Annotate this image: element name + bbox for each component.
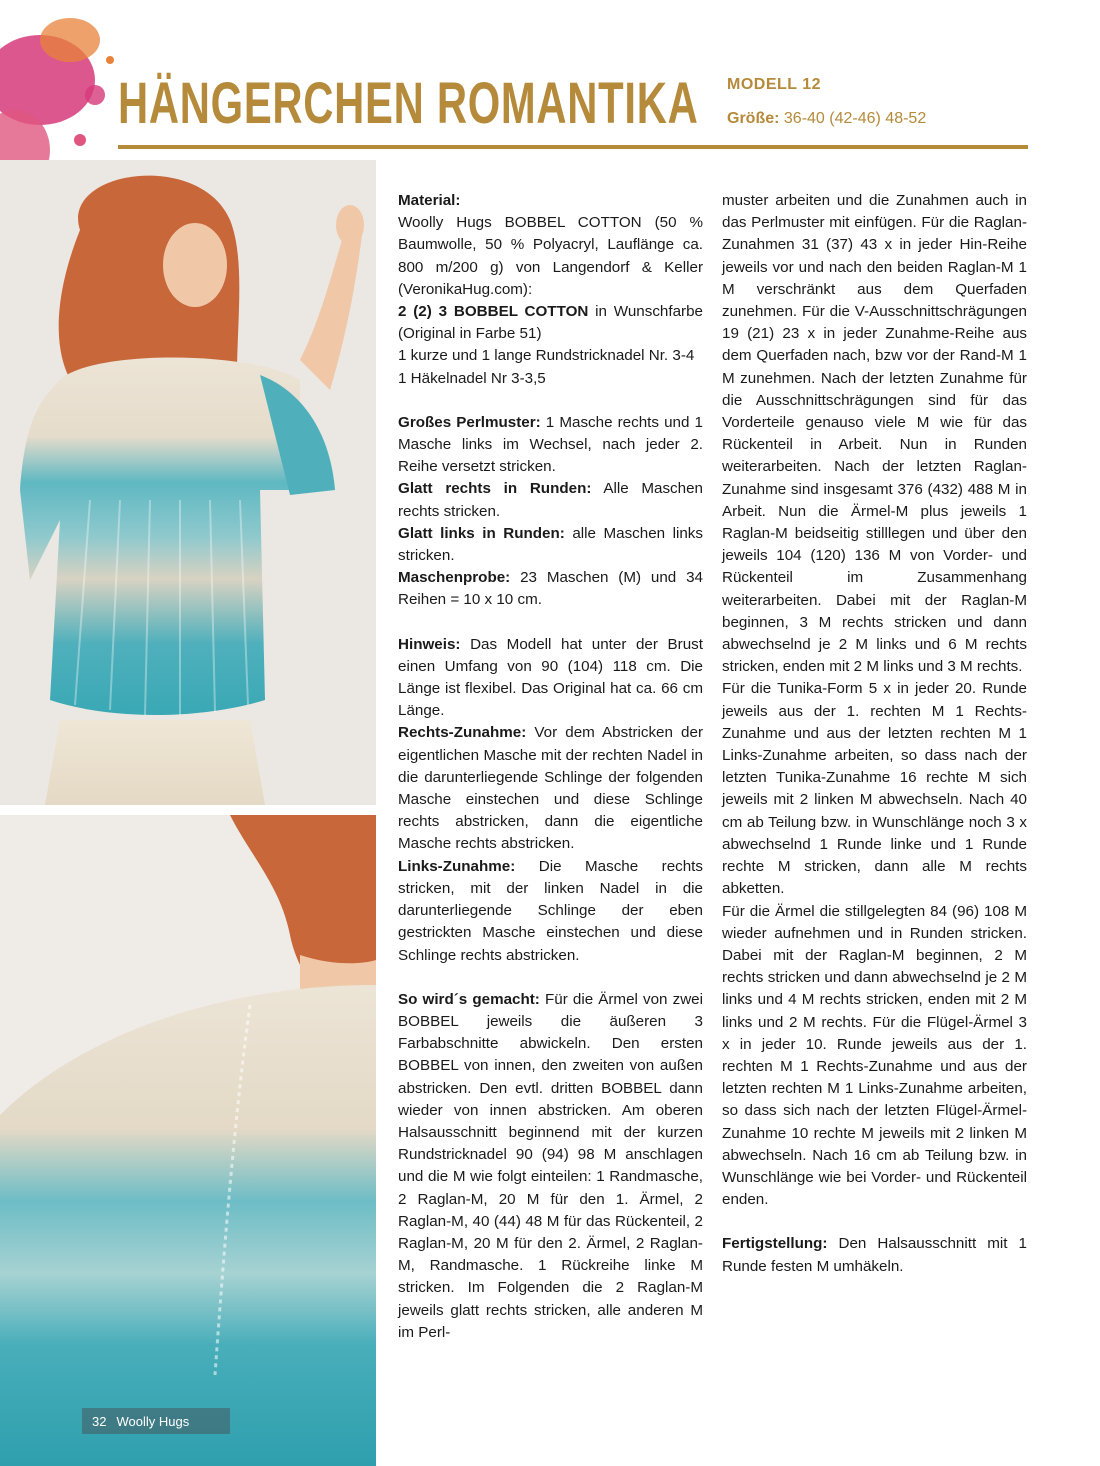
instruction-paragraph	[398, 368, 703, 390]
model-number: MODELL 12	[727, 76, 821, 93]
text-column-right	[722, 190, 1027, 1278]
instruction-paragraph	[722, 190, 1027, 678]
paragraph-heading: So wird´s gemacht:	[398, 990, 540, 1008]
paragraph-text: 1 Häkelnadel Nr 3-3,5	[398, 369, 546, 387]
paragraph-heading: Maschenprobe:	[398, 569, 511, 587]
paragraph-text: Für die Ärmel von zwei BOBBEL jeweils die äußeren 3 Farbabschnitte abwickeln. Den ersten BOBBEL von innen, den zweiten von außen abstricken. Den evtl. dritten BOBBEL dann wieder von innen abstricken. Am oberen Halsausschnitt beginnend mit der kurzen Rundstricknadel 90 (94) 98 M anschlagen und die M wie folgt einteilen: 1 Randmasche, 2 Raglan-M, 20 M für den 1. Ärmel, 2 Raglan-M, 40 (44) 48 M für das Rückenteil, 2 Raglan-M, 20 M für den 2. Ärmel, 2 Raglan-M, Randmasche. 1 Rückreihe linke M stricken. Im Folgenden die 2 Raglan-M jeweils glatt rechts stricken, alle anderen M im Perl-	[398, 990, 703, 1341]
paragraph-heading: Glatt links in Runden:	[398, 524, 565, 542]
paragraph-text: 23 Maschen (M) und 34 Reihen = 10 x 10 cm.	[398, 569, 703, 609]
paragraph-text: in Wunschfarbe (Original in Farbe 51)	[398, 303, 703, 343]
paragraph-heading: Großes Perlmuster:	[398, 413, 541, 431]
paragraph-text: Vor dem Abstricken der eigentlichen Masche mit der rechten Nadel in die darunterliegende Schlinge der folgenden Masche einstechen und diese Schlinge rechts abstricken, dann die eigentliche Masche rechts abstricken.	[398, 724, 703, 853]
paragraph-text: Woolly Hugs BOBBEL COTTON (50 % Baumwolle, 50 % Polyacryl, Lauflänge ca. 800 m/200 g) von Langendorf & Keller (VeronikaHug.com):	[398, 214, 703, 298]
instruction-paragraph	[398, 567, 703, 611]
paragraph-gap	[398, 390, 703, 412]
magazine-brand: Woolly Hugs	[116, 1413, 190, 1429]
model-photo-detail	[0, 815, 376, 1466]
paragraph-gap	[398, 612, 703, 634]
paragraph-text: Für die Tunika-Form 5 x in jeder 20. Runde jeweils aus der 1. rechten M 1 Rechts-Zunahme und aus der letzten rechten M 1 Links-Zunahme arbeiten, so dass nach der letzten Tunika-Zunahme 16 rechte M sich jeweils mit 2 linken M abwechseln. Nach 40 cm ab Teilung bzw. in Wunschlänge noch 3 x abwechselnd 1 Runde linke und 1 Runde rechte M stricken, dann alle M rechts abketten.	[722, 680, 1027, 898]
size-info	[727, 110, 926, 128]
header-rule	[118, 145, 1028, 149]
paragraph-text: Die Masche rechts stricken, mit der linken Nadel in die darunterliegende Schlinge der eben gestrickten Masche einstechen und diese Schlinge rechts abstricken.	[398, 857, 703, 964]
size-label: Größe:	[727, 110, 780, 127]
paragraph-heading: Fertigstellung:	[722, 1235, 828, 1253]
instruction-paragraph	[398, 722, 703, 855]
model-photo-front	[0, 160, 376, 805]
paragraph-heading: Glatt rechts in Runden:	[398, 480, 592, 498]
paragraph-text: Das Modell hat unter der Brust einen Umfang von 90 (104) 118 cm. Die Länge ist flexibel. Das Original hat ca. 66 cm Länge.	[398, 635, 703, 720]
paragraph-text: muster arbeiten und die Zunahmen auch in das Perlmuster mit einfügen. Für die Raglan-Zunahmen 31 (37) 43 x in jeder Hin-Reihe jeweils vor und nach den beiden Raglan-M 1 M verschränkt aus dem Querfaden zunehmen. Für die V-Ausschnittschrägungen 19 (21) 23 x in jeder Zunahme-Reihe aus dem Querfaden nach, bzw vor der Rand-M 1 M zunehmen. Nach der letzten Zunahme für die Ausschnittschrägungen sind für das Vorderteile genauso viele M wie für das Rückenteil in Arbeit. Nun in Runden weiterarbeiten. Nach der letzten Raglan-Zunahme sind insgesamt 376 (432) 488 M in Arbeit. Nun die Ärmel-M plus jeweils 1 Raglan-M beidseitig stilllegen und über den jeweils 104 (120) 136 M von Vorder- und Rückenteil im Zusammenhang weiterarbeiten. Dabei mit der Raglan-M beginnen, 3 M rechts stricken und dann abwechselnd je 2 M links und 6 M rechts stricken, enden mit 2 M links und 3 M rechts.	[722, 192, 1027, 676]
paragraph-text: alle Maschen links stricken.	[398, 524, 703, 565]
page-title: HÄNGERCHEN ROMANTIKA	[118, 71, 699, 136]
instruction-paragraph	[398, 523, 703, 567]
paragraph-heading: 2 (2) 3 BOBBEL COTTON	[398, 303, 589, 321]
instruction-paragraph	[398, 478, 703, 522]
instruction-paragraph	[722, 1233, 1027, 1277]
instruction-paragraph	[398, 634, 703, 723]
text-column-left	[398, 190, 703, 1344]
paragraph-heading: Hinweis:	[398, 635, 461, 653]
instruction-paragraph	[722, 678, 1027, 900]
page-number-badge	[82, 1408, 230, 1434]
page-number: 32	[92, 1413, 107, 1429]
instruction-paragraph	[398, 301, 703, 345]
paragraph-text: Den Halsausschnitt mit 1 Runde festen M umhäkeln.	[722, 1235, 1027, 1275]
instruction-paragraph	[398, 190, 703, 212]
paragraph-heading: Links-Zunahme:	[398, 857, 516, 875]
instruction-paragraph	[398, 412, 703, 479]
paragraph-heading: Material:	[398, 192, 461, 209]
paragraph-text: Für die Ärmel die stillgelegten 84 (96) 108 M wieder aufnehmen und in Runden stricken. Dabei mit der Raglan-M beginnen, 2 M rechts stricken und dann abwechselnd je 2 M links und 4 M rechts stricken, enden mit 2 M links und 2 M rechts. Für die Flügel-Ärmel 3 x in jeder 10. Runde jeweils aus der 1. rechten M 1 Rechts-Zunahme und aus der letzten rechten M 1 Links-Zunahme arbeiten, so dass sich nach der letzten Flügel-Ärmel-Zunahme 10 rechte M jeweils mit 2 linken M abwechseln. Nach 16 cm ab Teilung bzw. in Wunschlänge wie bei Vorder- und Rückenteil enden.	[722, 902, 1027, 1209]
paragraph-text: 1 Masche rechts und 1 Masche links im Wechsel, nach jeder 2. Reihe versetzt stricken.	[398, 413, 703, 476]
paragraph-text: 1 kurze und 1 lange Rundstricknadel Nr. 3-4	[398, 347, 695, 365]
instruction-paragraph	[398, 989, 703, 1344]
paragraph-heading: Rechts-Zunahme:	[398, 724, 527, 742]
instruction-paragraph	[398, 345, 703, 367]
paragraph-gap	[722, 1211, 1027, 1233]
instruction-paragraph	[398, 212, 703, 301]
size-value: 36-40 (42-46) 48-52	[783, 110, 927, 127]
instruction-paragraph	[398, 856, 703, 967]
paragraph-text: Alle Maschen rechts stricken.	[398, 480, 703, 520]
instruction-paragraph	[722, 901, 1027, 1212]
paragraph-gap	[398, 967, 703, 989]
